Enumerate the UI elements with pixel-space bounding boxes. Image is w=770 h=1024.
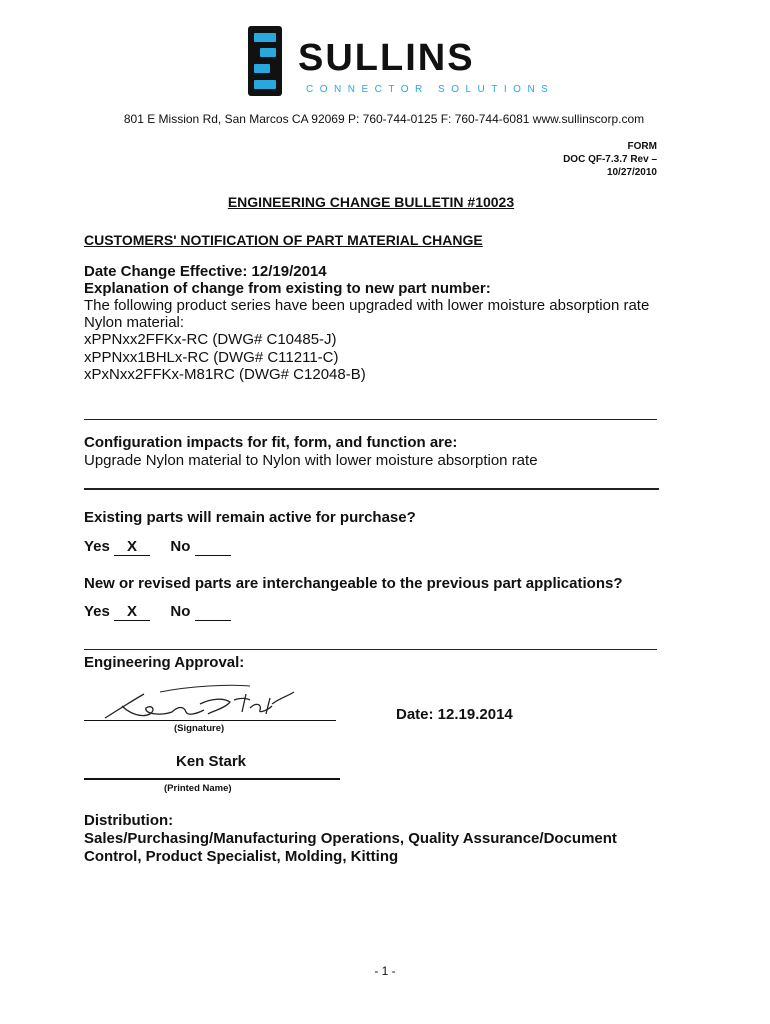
explanation-heading: Explanation of change from existing to new part number: (84, 280, 491, 297)
date-effective: Date Change Effective: 12/19/2014 (84, 263, 327, 280)
yes-mark: X (114, 540, 150, 556)
answer-row-interchangeable (84, 603, 231, 621)
explanation-line: xPPNxx1BHLx-RC (DWG# C11211-C) (84, 349, 339, 366)
printed-name-caption: (Printed Name) (164, 783, 232, 794)
logo-tagline: CONNECTOR SOLUTIONS (306, 84, 555, 95)
question-existing-parts: Existing parts will remain active for purchase? (84, 509, 416, 526)
form-info-line1: FORM (627, 141, 657, 152)
explanation-line: xPPNxx2FFKx-RC (DWG# C10485-J) (84, 331, 337, 348)
address-line: 801 E Mission Rd, San Marcos CA 92069 P: 760-744-0125 F: 760-744-6081 www.sullinscorp.com (123, 112, 645, 126)
approval-heading: Engineering Approval: (84, 654, 245, 671)
yes-mark: X (114, 605, 150, 621)
page-number: - 1 - (374, 964, 396, 978)
divider (84, 488, 659, 490)
handwritten-signature (100, 684, 300, 724)
logo-mark-icon (248, 26, 282, 96)
signature-caption: (Signature) (174, 723, 225, 734)
no-label: No (170, 538, 191, 555)
divider (84, 419, 657, 420)
explanation-line: xPxNxx2FFKx-M81RC (DWG# C12048-B) (84, 366, 366, 383)
notification-title: CUSTOMERS' NOTIFICATION OF PART MATERIAL CHANGE (84, 232, 483, 248)
form-info-line3: 10/27/2010 (606, 167, 657, 178)
printed-name-line (84, 778, 340, 780)
distribution-line: Control, Product Specialist, Molding, Kitting (84, 848, 399, 865)
divider (84, 649, 657, 650)
distribution-line: Sales/Purchasing/Manufacturing Operations, Quality Assurance/Document (84, 830, 617, 847)
distribution-heading: Distribution: (84, 812, 174, 829)
bulletin-title: ENGINEERING CHANGE BULLETIN #10023 (227, 194, 515, 210)
form-info (563, 140, 657, 179)
answer-row-existing-parts (84, 538, 231, 556)
printed-name: Ken Stark (176, 753, 247, 770)
config-text: Upgrade Nylon material to Nylon with lower moisture absorption rate (84, 452, 538, 469)
form-info-line2: DOC QF-7.3.7 Rev – (563, 154, 657, 165)
explanation-line: The following product series have been upgraded with lower moisture absorption rate (84, 297, 650, 314)
company-logo (248, 26, 555, 98)
approval-date: Date: 12.19.2014 (396, 706, 513, 723)
explanation-line: Nylon material: (84, 314, 185, 331)
no-label: No (170, 603, 191, 620)
yes-label: Yes (84, 603, 110, 620)
logo-name: SULLINS (298, 37, 475, 79)
question-interchangeable: New or revised parts are interchangeable to the previous part applications? (84, 575, 623, 592)
signature-line (84, 720, 336, 721)
config-heading: Configuration impacts for fit, form, and function are: (84, 434, 458, 451)
no-mark (195, 605, 231, 621)
yes-label: Yes (84, 538, 110, 555)
no-mark (195, 540, 231, 556)
